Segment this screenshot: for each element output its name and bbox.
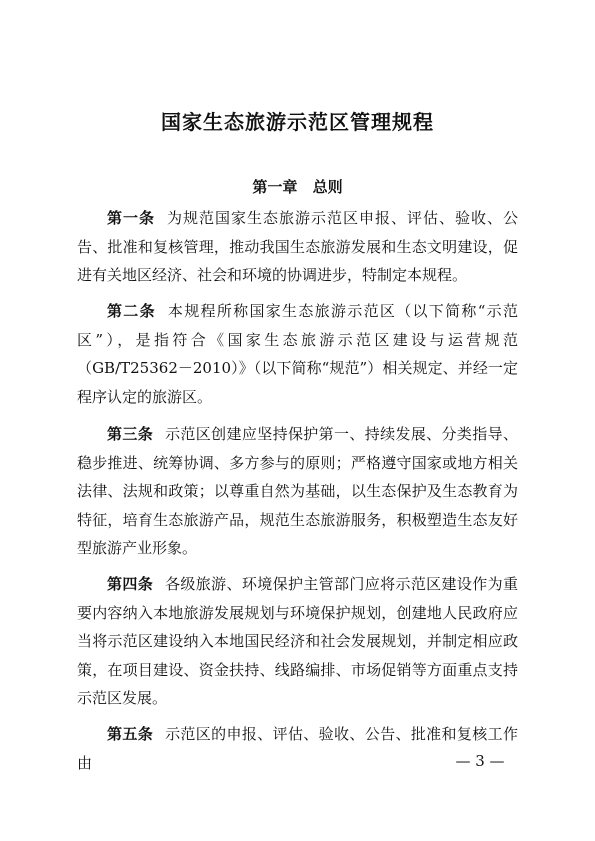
article-2-text: 本规程所称国家生态旅游示范区（以下简称“示范区”），是指符合《国家生态旅游示范区建设与运营规范（GB/T25362－2010）》（以下简称“规范”）相关规定、并经一定程序认定的旅游区。 [77, 302, 518, 406]
article-2 [77, 297, 518, 411]
article-4-label: 第四条 [107, 575, 154, 593]
article-1 [77, 204, 518, 290]
article-3-label: 第三条 [107, 425, 154, 443]
article-5-text: 示范区的申报、评估、验收、公告、批准和复核工作由 [77, 725, 518, 772]
article-5-label: 第五条 [107, 725, 154, 743]
article-1-text: 为规范国家生态旅游示范区申报、评估、验收、公告、批准和复核管理，推动我国生态旅游发展和生态文明建设，促进有关地区经济、社会和环境的协调进步，特制定本规程。 [77, 209, 518, 284]
article-2-label: 第二条 [107, 302, 156, 320]
article-4-text: 各级旅游、环境保护主管部门应将示范区建设作为重要内容纳入本地旅游发展规划与环境保护规划，创建地人民政府应当将示范区建设纳入本地国民经济和社会发展规划，并制定相应政策，在项目建设、资金扶持、线路编排、市场促销等方面重点支持示范区发展。 [77, 575, 518, 707]
article-3-text: 示范区创建应坚持保护第一、持续发展、分类指导、稳步推进、统筹协调、多方参与的原则；严格遵守国家或地方相关法律、法规和政策；以尊重自然为基础，以生态保护及生态教育为特征，培育生态旅游产品，规范生态旅游服务，积极塑造生态友好型旅游产业形象。 [77, 425, 518, 557]
article-1-label: 第一条 [107, 209, 155, 227]
article-3 [77, 420, 518, 563]
article-4 [77, 570, 518, 713]
page-number: — 3 — [455, 752, 505, 770]
chapter-heading: 第一章 总则 [252, 178, 343, 196]
document-title: 国家生态旅游示范区管理规程 [161, 110, 434, 134]
